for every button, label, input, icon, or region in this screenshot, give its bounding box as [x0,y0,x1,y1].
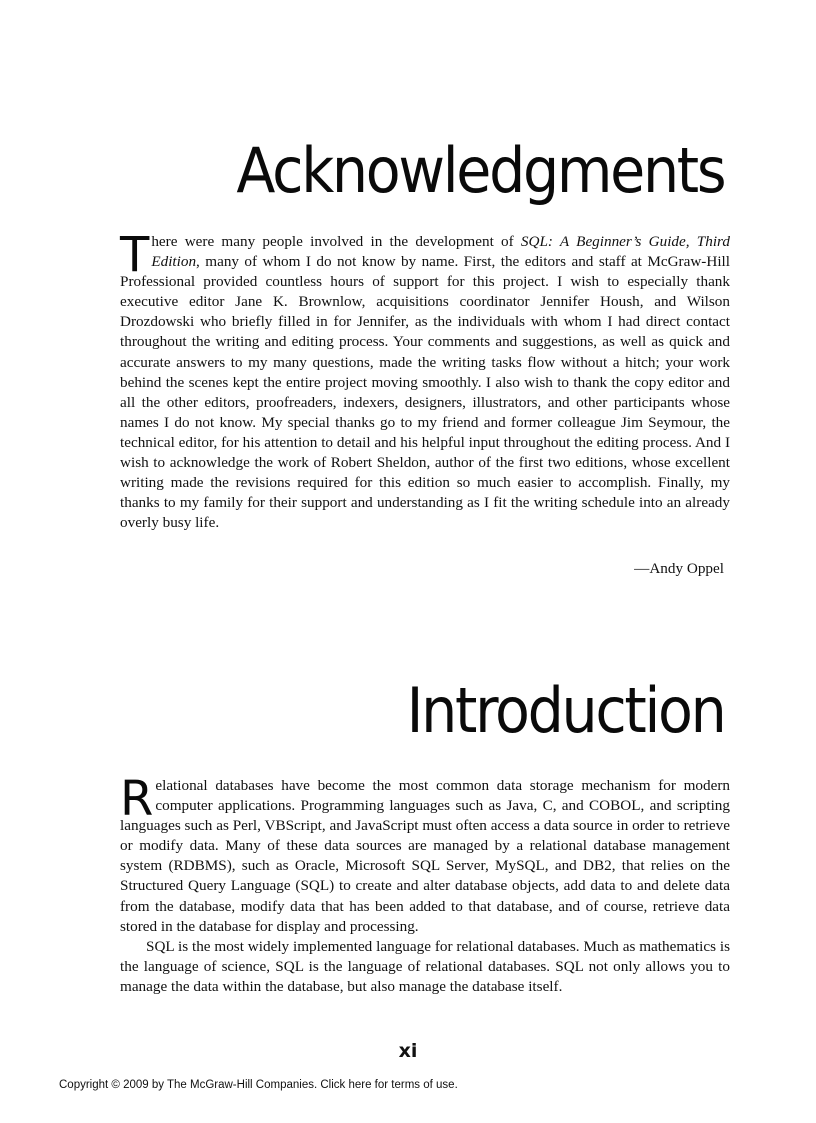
acknowledgments-text-part2: , many of whom I do not know by name. First, the editors and staff at McGraw-Hill Professional provided countless hours of support for this project. I wish to especially thank executive editor Jane K. Brownlow, acquisitions coordinator Jennifer Housh, and Wilson Drozdowski who briefly filled in for Jennifer, as the individuals with whom I had direct contact throughout the writing and editing process. Your comments and suggestions, as well as quick and accurate answers to my many questions, made the writing tasks flow without a hitch; your work behind the scenes kept the entire project moving smoothly. I also wish to thank the copy editor and all the other editors, proofreaders, indexers, designers, illustrators, and other participants whose names I do not know. My special thanks go to my friend and former colleague Jim Seymour, the technical editor, for his attention to detail and his helpful input throughout the editing process. And I wish to acknowledge the work of Robert Sheldon, author of the first two editions, whose excellent writing made the revisions required for this edition so much easier to accomplish. Finally, my thanks to my family for their support and understanding as I fit the writing schedule into an already overly busy life. [120,253,730,532]
introduction-paragraph-1-text: elational databases have become the most common data storage mechanism for modern computer applications. Programming languages such as Java, C, and COBOL, and scripting languages such as Perl, VBScript, and JavaScript must often access a data source in order to retrieve or modify data. Many of these data sources are managed by a relational database management system (RDBMS), such as Oracle, Microsoft SQL Server, MySQL, and DB2, that relies on the Structured Query Language (SQL) to create and alter database objects, add data to and delete data from the database, modify data that has been added to that database, and of course, retrieve data stored in the database for display and processing. [120,777,730,935]
acknowledgments-heading: Acknowledgments [236,134,724,207]
acknowledgments-body [120,227,730,533]
author-signature: —Andy Oppel [634,560,724,577]
introduction-paragraph-2: SQL is the most widely implemented language for relational databases. Much as mathematics is the language of science, SQL is the language of relational databases. SQL not only allows you to manage the data within the database, but also manage the database itself. [120,937,730,995]
introduction-paragraph-1 [120,771,730,937]
book-title: SQL: A Beginner’s Guide, Third Edition [151,233,730,271]
copyright-terms-link[interactable]: Copyright © 2009 by The McGraw-Hill Companies. Click here for terms of use. [59,1079,458,1091]
introduction-body [120,771,730,997]
acknowledgments-text-part1: here were many people involved in the development of [151,233,521,250]
page-number: xi [398,1040,418,1062]
acknowledgments-drop-cap: T [120,227,150,283]
introduction-heading: Introduction [406,674,724,747]
introduction-drop-cap: R [120,771,154,827]
